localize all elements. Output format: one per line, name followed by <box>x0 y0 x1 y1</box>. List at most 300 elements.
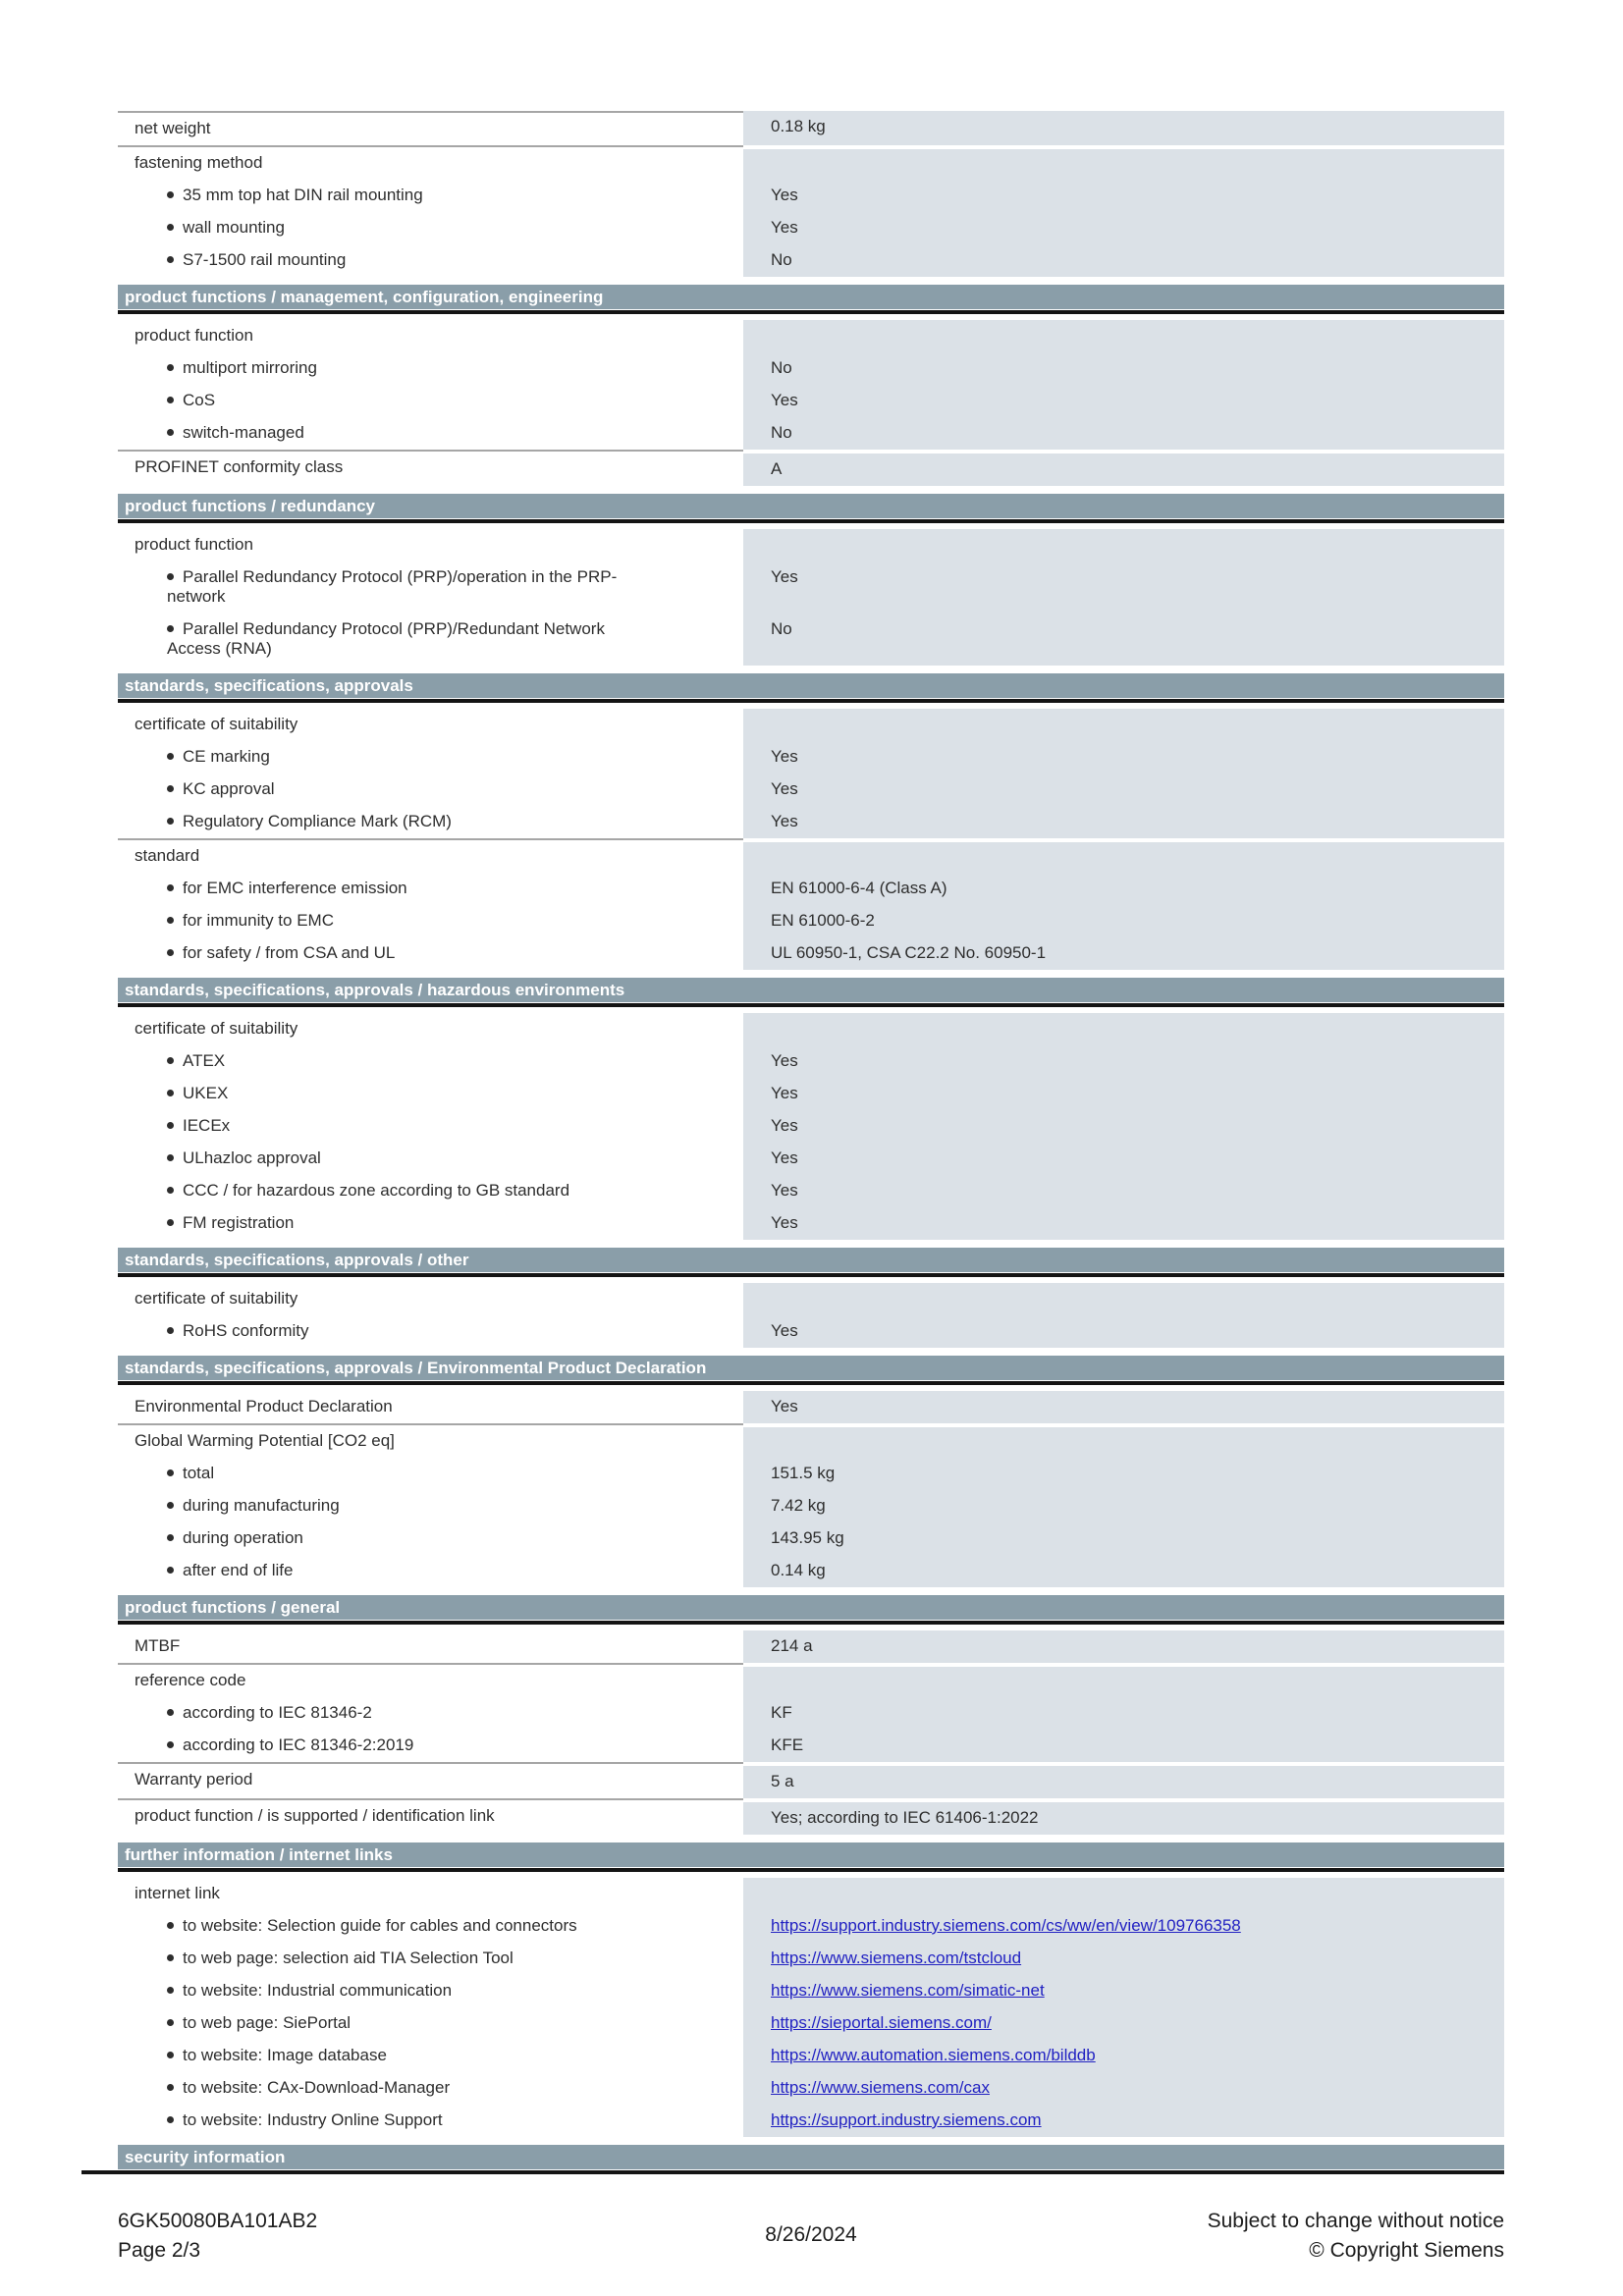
spec-label: reference code <box>135 1671 246 1689</box>
spec-label-cell <box>118 1110 743 1143</box>
spec-label: Parallel Redundancy Protocol (PRP)/operation in the PRP-network <box>167 567 618 606</box>
row-group <box>118 450 1504 486</box>
bullet-icon <box>167 1090 174 1096</box>
spec-value: Yes <box>771 1397 798 1415</box>
table-row <box>118 1762 1504 1798</box>
change-notice: Subject to change without notice <box>1207 2210 1504 2232</box>
section-header: further information / internet links <box>118 1842 1504 1867</box>
spec-value: 7.42 kg <box>771 1496 826 1515</box>
bullet-icon <box>167 191 174 198</box>
spec-label-cell <box>118 1762 743 1798</box>
spec-value: Yes <box>771 747 798 766</box>
table-row <box>118 1522 1504 1555</box>
spec-label-cell <box>118 180 743 212</box>
spec-label: MTBF <box>135 1636 181 1655</box>
spec-label-cell <box>118 1555 743 1587</box>
bullet-icon <box>167 1987 174 1994</box>
bullet-icon <box>167 884 174 891</box>
spec-label: for safety / from CSA and UL <box>183 943 396 962</box>
table-row <box>118 2040 1504 2072</box>
spec-label: Environmental Product Declaration <box>135 1397 393 1415</box>
table-row <box>118 1175 1504 1207</box>
spec-value: Yes <box>771 1181 798 1200</box>
spec-section <box>118 111 1504 277</box>
spec-label: wall mounting <box>183 218 285 237</box>
spec-value: Yes <box>771 1116 798 1135</box>
spec-label-cell <box>118 529 743 561</box>
table-row <box>118 1910 1504 1943</box>
spec-value: Yes <box>771 1213 798 1232</box>
spec-label-cell <box>118 111 743 145</box>
spec-label-cell <box>118 1943 743 1975</box>
bullet-icon <box>167 753 174 760</box>
bullet-icon <box>167 949 174 956</box>
spec-value: A <box>771 459 783 478</box>
spec-label: for immunity to EMC <box>183 911 334 930</box>
spec-value-cell <box>743 774 1504 806</box>
table-row <box>118 937 1504 970</box>
table-row <box>118 1798 1504 1835</box>
bullet-icon <box>167 1534 174 1541</box>
table-row <box>118 2072 1504 2105</box>
table-row <box>118 1490 1504 1522</box>
spec-section <box>118 2145 1504 2174</box>
spec-label-cell <box>118 1013 743 1045</box>
table-row <box>118 1943 1504 1975</box>
row-group <box>118 111 1504 145</box>
spec-label: Warranty period <box>135 1770 253 1789</box>
spec-section <box>118 1842 1504 2137</box>
spec-value-cell <box>743 2040 1504 2072</box>
spec-value-cell <box>743 741 1504 774</box>
spec-label-cell <box>118 838 743 873</box>
bullet-icon <box>167 573 174 580</box>
table-row <box>118 873 1504 905</box>
spec-value-cell <box>743 145 1504 180</box>
table-row <box>118 838 1504 873</box>
spec-value-cell <box>743 1663 1504 1697</box>
spec-label-cell <box>118 1697 743 1730</box>
spec-section <box>118 1356 1504 1587</box>
row-group <box>118 1630 1504 1663</box>
table-row <box>118 450 1504 486</box>
spec-label: ULhazloc approval <box>183 1148 321 1167</box>
row-group <box>118 1423 1504 1587</box>
table-row <box>118 1143 1504 1175</box>
spec-value: Yes <box>771 391 798 409</box>
spec-label: during operation <box>183 1528 303 1547</box>
bullet-icon <box>167 2116 174 2123</box>
spec-label: according to IEC 81346-2:2019 <box>183 1735 414 1754</box>
section-rule <box>118 519 1504 523</box>
bullet-icon <box>167 1709 174 1716</box>
spec-label-cell <box>118 1315 743 1348</box>
spec-label: net weight <box>135 119 211 137</box>
bullet-icon <box>167 917 174 924</box>
spec-label-cell <box>118 1143 743 1175</box>
section-rule <box>118 1003 1504 1007</box>
bullet-icon <box>167 2052 174 2058</box>
spec-value: No <box>771 619 792 638</box>
table-row <box>118 1975 1504 2007</box>
spec-value: No <box>771 250 792 269</box>
table-row <box>118 741 1504 774</box>
spec-link[interactable]: https://www.siemens.com/tstcloud <box>771 1949 1022 1967</box>
product-code: 6GK50080BA101AB2 <box>118 2210 318 2232</box>
spec-label-cell <box>118 1910 743 1943</box>
spec-link[interactable]: https://www.automation.siemens.com/bilddb <box>771 2046 1096 2064</box>
spec-label-cell <box>118 1078 743 1110</box>
spec-label: CCC / for hazardous zone according to GB standard <box>183 1181 570 1200</box>
bullet-icon <box>167 224 174 231</box>
spec-label: standard <box>135 846 200 865</box>
table-row <box>118 1878 1504 1910</box>
bullet-icon <box>167 2084 174 2091</box>
table-row <box>118 1283 1504 1315</box>
spec-section <box>118 1248 1504 1348</box>
spec-label: certificate of suitability <box>135 1019 298 1038</box>
spec-value-cell <box>743 709 1504 741</box>
spec-value-cell <box>743 111 1504 145</box>
spec-label: UKEX <box>183 1084 229 1102</box>
spec-label: KC approval <box>183 779 275 798</box>
spec-value-cell <box>743 352 1504 385</box>
row-group <box>118 1391 1504 1423</box>
spec-value-cell <box>743 417 1504 450</box>
row-group <box>118 709 1504 838</box>
spec-label-cell <box>118 774 743 806</box>
spec-value-cell <box>743 450 1504 486</box>
bullet-icon <box>167 364 174 371</box>
bullet-icon <box>167 1502 174 1509</box>
spec-label-cell <box>118 385 743 417</box>
spec-value-cell <box>743 1283 1504 1315</box>
spec-label: product function / is supported / identification link <box>135 1806 495 1825</box>
spec-label: ATEX <box>183 1051 226 1070</box>
spec-label-cell <box>118 741 743 774</box>
spec-table <box>118 111 1504 2180</box>
spec-label-cell <box>118 614 743 666</box>
spec-label-cell <box>118 1522 743 1555</box>
spec-value-cell <box>743 2105 1504 2137</box>
table-row <box>118 1391 1504 1423</box>
table-row <box>118 905 1504 937</box>
spec-label: to website: CAx-Download-Manager <box>183 2078 451 2097</box>
bullet-icon <box>167 1057 174 1064</box>
row-group <box>118 529 1504 666</box>
table-row <box>118 709 1504 741</box>
spec-label-cell <box>118 873 743 905</box>
bullet-icon <box>167 1741 174 1748</box>
spec-label-cell <box>118 2040 743 2072</box>
spec-value: 214 a <box>771 1636 813 1655</box>
page-number: Page 2/3 <box>118 2239 201 2262</box>
spec-value-cell <box>743 561 1504 614</box>
spec-label: according to IEC 81346-2 <box>183 1703 372 1722</box>
table-row <box>118 145 1504 180</box>
spec-label-cell <box>118 145 743 180</box>
table-row <box>118 1423 1504 1458</box>
spec-label-cell <box>118 1798 743 1835</box>
spec-label-cell <box>118 1878 743 1910</box>
spec-value-cell <box>743 614 1504 666</box>
spec-label: RoHS conformity <box>183 1321 309 1340</box>
spec-label-cell <box>118 1663 743 1697</box>
bullet-icon <box>167 1567 174 1574</box>
section-rule <box>118 1273 1504 1277</box>
spec-value: KF <box>771 1703 792 1722</box>
bullet-icon <box>167 1327 174 1334</box>
table-row <box>118 1555 1504 1587</box>
table-row <box>118 417 1504 450</box>
section-header: standards, specifications, approvals / other <box>118 1248 1504 1272</box>
spec-label-cell <box>118 561 743 614</box>
spec-value-cell <box>743 1391 1504 1423</box>
bullet-icon <box>167 785 174 792</box>
spec-label: product function <box>135 326 253 345</box>
spec-label: fastening method <box>135 153 263 172</box>
spec-label: during manufacturing <box>183 1496 340 1515</box>
spec-section <box>118 494 1504 666</box>
table-row <box>118 1730 1504 1762</box>
row-group <box>118 1663 1504 1762</box>
spec-value: Yes <box>771 1084 798 1102</box>
spec-value-cell <box>743 1730 1504 1762</box>
spec-label: IECEx <box>183 1116 231 1135</box>
spec-label: after end of life <box>183 1561 294 1579</box>
spec-value-cell <box>743 212 1504 244</box>
spec-value: Yes; according to IEC 61406-1:2022 <box>771 1808 1039 1827</box>
spec-value-cell <box>743 529 1504 561</box>
row-group <box>118 320 1504 450</box>
spec-label-cell <box>118 937 743 970</box>
spec-label: certificate of suitability <box>135 1289 298 1308</box>
spec-value-cell <box>743 1143 1504 1175</box>
spec-value: No <box>771 358 792 377</box>
bullet-icon <box>167 429 174 436</box>
row-group <box>118 1762 1504 1798</box>
table-row <box>118 1045 1504 1078</box>
table-row <box>118 352 1504 385</box>
spec-label: total <box>183 1464 215 1482</box>
spec-label: for EMC interference emission <box>183 879 407 897</box>
spec-link[interactable]: https://sieportal.siemens.com/ <box>771 2013 992 2032</box>
section-header: standards, specifications, approvals / hazardous environments <box>118 978 1504 1002</box>
table-row <box>118 212 1504 244</box>
spec-section <box>118 673 1504 970</box>
bullet-icon <box>167 1469 174 1476</box>
table-row <box>118 1207 1504 1240</box>
spec-label: PROFINET conformity class <box>135 457 344 476</box>
spec-label-cell <box>118 905 743 937</box>
copyright: © Copyright Siemens <box>1309 2239 1504 2262</box>
spec-label-cell <box>118 1975 743 2007</box>
spec-value: Yes <box>771 186 798 204</box>
section-rule <box>118 699 1504 703</box>
spec-link[interactable]: https://www.siemens.com/simatic-net <box>771 1981 1045 2000</box>
spec-value: 0.18 kg <box>771 117 826 135</box>
spec-value-cell <box>743 320 1504 352</box>
table-row <box>118 1315 1504 1348</box>
bullet-icon <box>167 1954 174 1961</box>
section-header: product functions / general <box>118 1595 1504 1620</box>
spec-value-cell <box>743 1878 1504 1910</box>
spec-value-cell <box>743 1013 1504 1045</box>
footer-right <box>1208 2207 1504 2266</box>
spec-label-cell <box>118 1175 743 1207</box>
spec-value: 0.14 kg <box>771 1561 826 1579</box>
spec-value-cell <box>743 2007 1504 2040</box>
spec-label: to web page: selection aid TIA Selection Tool <box>183 1949 514 1967</box>
bullet-icon <box>167 818 174 825</box>
spec-value: No <box>771 423 792 442</box>
spec-label-cell <box>118 417 743 450</box>
spec-label-cell <box>118 1490 743 1522</box>
spec-label-cell <box>118 2007 743 2040</box>
spec-label: CoS <box>183 391 216 409</box>
spec-value: 151.5 kg <box>771 1464 836 1482</box>
spec-label: CE marking <box>183 747 270 766</box>
spec-value-cell <box>743 1910 1504 1943</box>
spec-link[interactable]: https://support.industry.siemens.com <box>771 2110 1042 2129</box>
spec-label: FM registration <box>183 1213 295 1232</box>
row-group <box>118 1878 1504 2137</box>
spec-value: Yes <box>771 567 798 586</box>
spec-value-cell <box>743 873 1504 905</box>
spec-value-cell <box>743 1078 1504 1110</box>
spec-value-cell <box>743 1458 1504 1490</box>
spec-section <box>118 285 1504 486</box>
spec-value-cell <box>743 1798 1504 1835</box>
bullet-icon <box>167 625 174 632</box>
spec-label-cell <box>118 806 743 838</box>
spec-value-cell <box>743 1490 1504 1522</box>
spec-value-cell <box>743 180 1504 212</box>
spec-value: Yes <box>771 779 798 798</box>
spec-label: Global Warming Potential [CO2 eq] <box>135 1431 395 1450</box>
spec-value: KFE <box>771 1735 804 1754</box>
section-header: product functions / management, configuration, engineering <box>118 285 1504 309</box>
section-rule <box>118 1621 1504 1625</box>
spec-label-cell <box>118 1423 743 1458</box>
spec-label: product function <box>135 535 253 554</box>
spec-value-cell <box>743 1423 1504 1458</box>
spec-label-cell <box>118 1207 743 1240</box>
table-row <box>118 244 1504 277</box>
spec-value-cell <box>743 1175 1504 1207</box>
spec-value-cell <box>743 1555 1504 1587</box>
spec-label: to web page: SiePortal <box>183 2013 352 2032</box>
table-row <box>118 1630 1504 1663</box>
spec-section <box>118 978 1504 1240</box>
bullet-icon <box>167 1922 174 1929</box>
spec-value-cell <box>743 1697 1504 1730</box>
table-row <box>118 1110 1504 1143</box>
row-group <box>118 1283 1504 1348</box>
spec-label-cell <box>118 2105 743 2137</box>
spec-label: internet link <box>135 1884 220 1902</box>
spec-value-cell <box>743 1207 1504 1240</box>
spec-value: Yes <box>771 1321 798 1340</box>
bullet-icon <box>167 2019 174 2026</box>
bullet-icon <box>167 256 174 263</box>
spec-value-cell <box>743 1762 1504 1798</box>
spec-value-cell <box>743 1315 1504 1348</box>
table-row <box>118 529 1504 561</box>
table-row <box>118 1663 1504 1697</box>
spec-section <box>118 1595 1504 1835</box>
table-row <box>118 1697 1504 1730</box>
spec-value-cell <box>743 905 1504 937</box>
spec-value-cell <box>743 1943 1504 1975</box>
spec-value-cell <box>743 1630 1504 1663</box>
table-row <box>118 806 1504 838</box>
row-group <box>118 1798 1504 1835</box>
table-row <box>118 1458 1504 1490</box>
section-rule <box>118 310 1504 314</box>
bullet-icon <box>167 1219 174 1226</box>
spec-link[interactable]: https://www.siemens.com/cax <box>771 2078 990 2097</box>
section-rule <box>118 1381 1504 1385</box>
spec-value: EN 61000-6-4 (Class A) <box>771 879 947 897</box>
spec-value-cell <box>743 2072 1504 2105</box>
spec-label-cell <box>118 320 743 352</box>
table-row <box>118 2105 1504 2137</box>
table-row <box>118 774 1504 806</box>
spec-label: to website: Selection guide for cables and connectors <box>183 1916 577 1935</box>
spec-label: multiport mirroring <box>183 358 317 377</box>
spec-value-cell <box>743 1110 1504 1143</box>
spec-value-cell <box>743 838 1504 873</box>
section-rule <box>81 2170 1504 2174</box>
bullet-icon <box>167 397 174 403</box>
row-group <box>118 1013 1504 1240</box>
table-row <box>118 1078 1504 1110</box>
table-row <box>118 1013 1504 1045</box>
table-row <box>118 561 1504 614</box>
footer-date: 8/26/2024 <box>765 2223 857 2246</box>
spec-link[interactable]: https://support.industry.siemens.com/cs/ww/en/view/109766358 <box>771 1916 1241 1935</box>
spec-value-cell <box>743 244 1504 277</box>
spec-label-cell <box>118 1458 743 1490</box>
spec-label: switch-managed <box>183 423 304 442</box>
spec-label-cell <box>118 1283 743 1315</box>
spec-value: Yes <box>771 1051 798 1070</box>
spec-label: certificate of suitability <box>135 715 298 733</box>
spec-label-cell <box>118 244 743 277</box>
spec-value: Yes <box>771 1148 798 1167</box>
section-header: product functions / redundancy <box>118 494 1504 518</box>
spec-label: to website: Industry Online Support <box>183 2110 443 2129</box>
spec-value-cell <box>743 1045 1504 1078</box>
spec-label-cell <box>118 1630 743 1663</box>
spec-value: UL 60950-1, CSA C22.2 No. 60950-1 <box>771 943 1047 962</box>
table-row <box>118 385 1504 417</box>
spec-label-cell <box>118 450 743 486</box>
spec-label: Regulatory Compliance Mark (RCM) <box>183 812 452 830</box>
spec-value: 5 a <box>771 1772 794 1790</box>
spec-value-cell <box>743 1975 1504 2007</box>
spec-value: Yes <box>771 218 798 237</box>
spec-value: EN 61000-6-2 <box>771 911 875 930</box>
spec-value-cell <box>743 1522 1504 1555</box>
spec-label: S7-1500 rail mounting <box>183 250 347 269</box>
section-header: standards, specifications, approvals <box>118 673 1504 698</box>
spec-label-cell <box>118 709 743 741</box>
spec-label-cell <box>118 1730 743 1762</box>
spec-label-cell <box>118 1391 743 1423</box>
spec-value: Yes <box>771 812 798 830</box>
